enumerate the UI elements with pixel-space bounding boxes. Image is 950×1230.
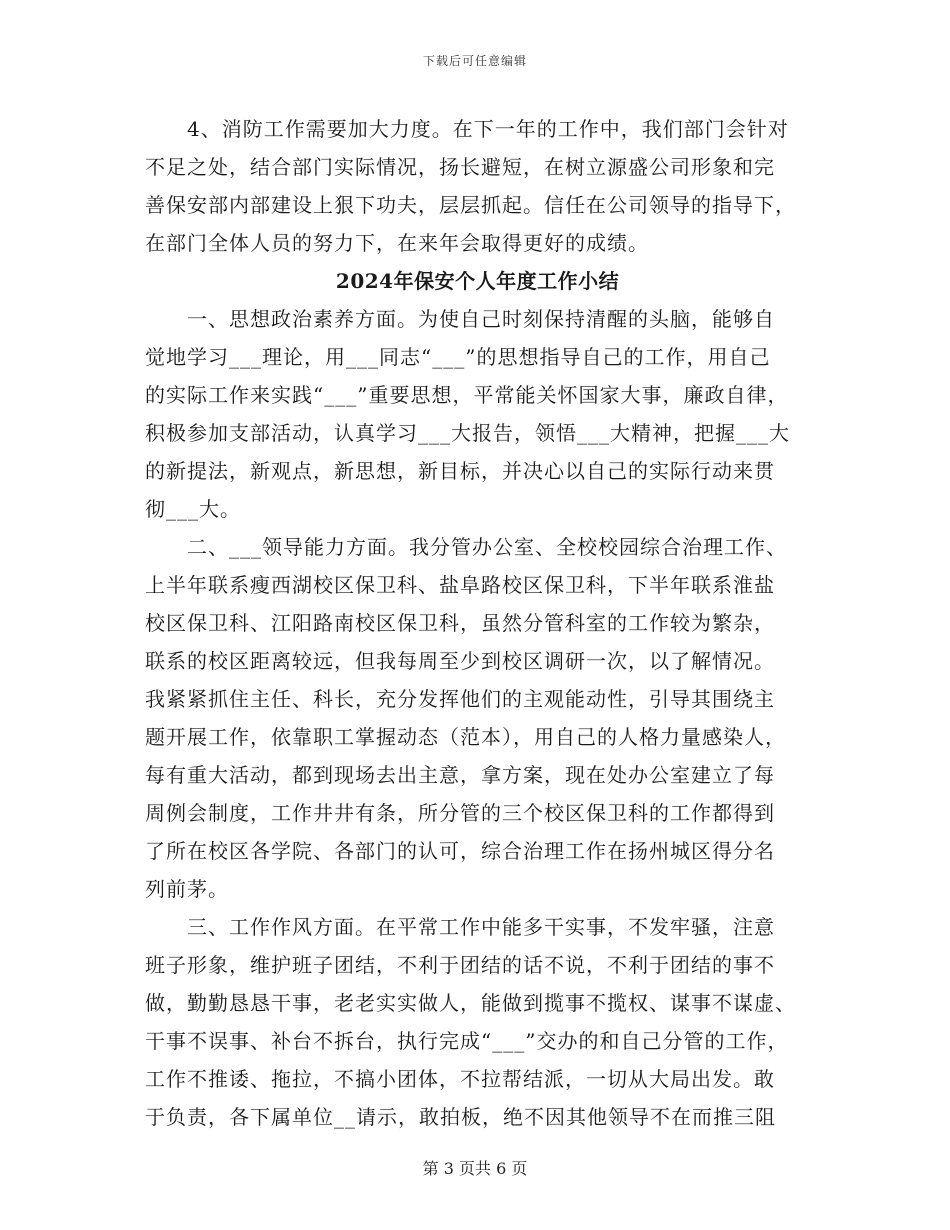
body-line: 的新提法，新观点，新思想，新目标，并决心以自己的实际行动来贯 (145, 459, 775, 483)
body-line: 觉地学习___理论，用___同志“___”的思想指导自己的工作，用自己 (145, 345, 771, 369)
body-line: 做，勤勤恳恳干事，老老实实做人，能做到揽事不揽权、谋事不谋虚、 (145, 991, 796, 1015)
body-line: 了所在校区各学院、各部门的认可，综合治理工作在扬州城区得分名 (145, 839, 775, 863)
body-line: 班子形象，维护班子团结，不利于团结的话不说，不利于团结的事不 (145, 953, 775, 977)
body-line: 工作不推诿、拖拉，不搞小团体，不拉帮结派，一切从大局出发。敢 (145, 1067, 775, 1091)
body-line: 联系的校区距离较远，但我每周至少到校区调研一次，以了解情况。 (145, 649, 775, 673)
body-line: 二、___领导能力方面。我分管办公室、全校校园综合治理工作、 (145, 535, 787, 559)
body-line: 上半年联系瘦西湖校区保卫科、盐阜路校区保卫科，下半年联系淮盐 (145, 573, 775, 597)
body-line: 三、工作作风方面。在平常工作中能多干实事，不发牢骚，注意 (145, 915, 775, 939)
body-line: 的实际工作来实践“___”重要思想，平常能关怀国家大事，廉政自律， (145, 383, 789, 407)
body-line: 周例会制度，工作井井有条，所分管的三个校区保卫科的工作都得到 (145, 801, 775, 825)
body-line: 题开展工作，依靠职工掌握动态（范本），用自己的人格力量感染人， (145, 725, 786, 749)
body-line: 于负责，各下属单位__请示，敢拍板，绝不因其他领导不在而推三阻 (145, 1105, 776, 1129)
body-line: 一、思想政治素养方面。为使自己时刻保持清醒的头脑，能够自 (145, 307, 775, 331)
body-line: 不足之处，结合部门实际情况，扬长避短，在树立源盛公司形象和完 (145, 155, 775, 179)
body-line: 列前茅。 (145, 877, 229, 901)
body-line: 每有重大活动，都到现场去出主意，拿方案，现在处办公室建立了每 (145, 763, 775, 787)
document-body (145, 110, 810, 1136)
body-line: 校区保卫科、江阳路南校区保卫科，虽然分管科室的工作较为繁杂， (145, 611, 775, 635)
body-line: 我紧紧抓住主任、科长，充分发挥他们的主观能动性，引导其围绕主 (145, 687, 775, 711)
page-header-note: 下载后可任意编辑 (422, 54, 527, 68)
body-line: 干事不误事、补台不拆台，执行完成“___”交办的和自己分管的工作， (145, 1029, 789, 1053)
page-number: 第 3 页共 6 页 (422, 1159, 528, 1178)
body-line: 善保安部内部建设上狠下功夫，层层抓起。信任在公司领导的指导下， (145, 193, 796, 217)
body-line: 彻___大。 (145, 497, 241, 521)
body-line: 4、消防工作需要加大力度。在下一年的工作中，我们部门会针对 (145, 117, 789, 141)
body-line: 积极参加支部活动，认真学习___大报告，领悟___大精神，把握___大 (145, 421, 790, 445)
section-title: 2024年保安个人年度工作小结 (335, 269, 620, 293)
body-line: 在部门全体人员的努力下，在来年会取得更好的成绩。 (145, 231, 649, 255)
